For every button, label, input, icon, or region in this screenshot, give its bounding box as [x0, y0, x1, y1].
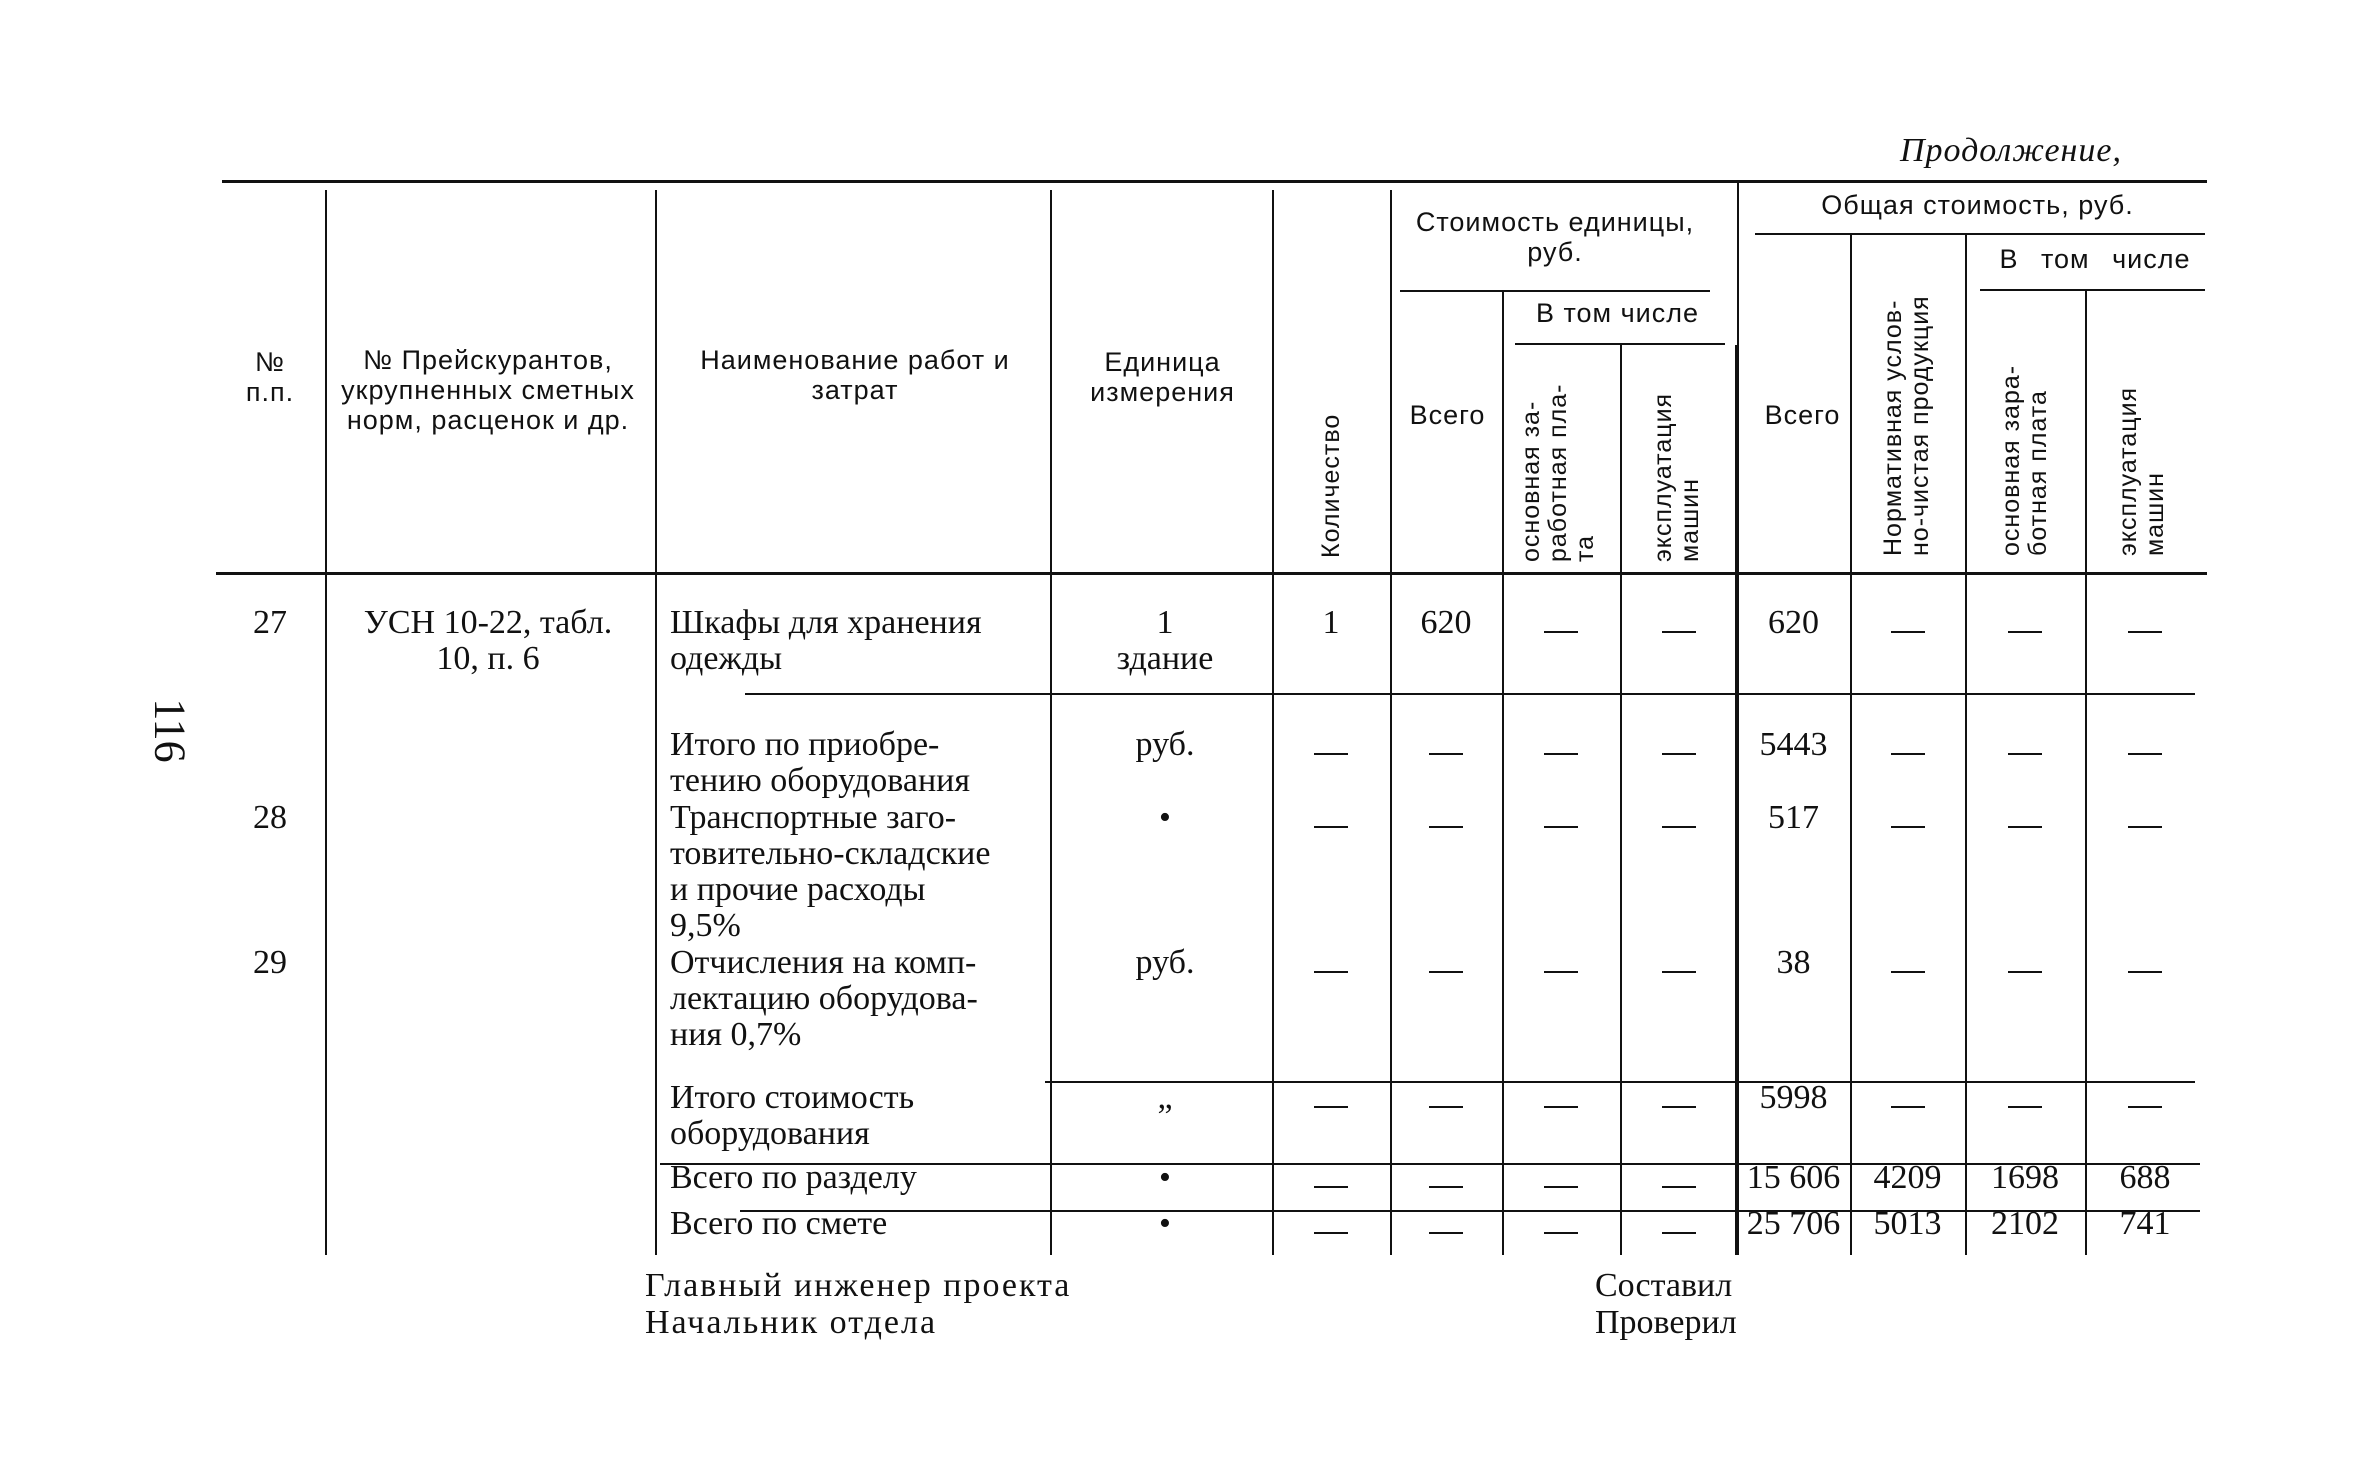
column-divider [1965, 233, 1967, 1255]
column-divider [1272, 190, 1274, 1255]
row-name: Транспортные заго- товительно-складские и прочие расходы 9,5% [670, 799, 991, 944]
dash-mark [2008, 631, 2042, 633]
dash-mark [1544, 826, 1578, 828]
header-unit-wage: основная за- работная пла- та [1517, 383, 1599, 562]
row-name: Итого по приобре- тению оборудования [670, 726, 970, 799]
row-t-total: 25 706 [1746, 1205, 1841, 1242]
row-name: Итого стоимость оборудования [670, 1079, 915, 1152]
dash-mark [1429, 1186, 1463, 1188]
row-unit: руб. [1135, 944, 1195, 981]
dash-mark [1662, 1232, 1696, 1234]
dash-mark [2128, 631, 2162, 633]
dash-mark [1891, 826, 1925, 828]
row-u-total: 620 [1420, 604, 1472, 641]
row-t-total: 15 606 [1746, 1159, 1841, 1196]
dash-mark [1314, 1106, 1348, 1108]
dash-mark [2128, 753, 2162, 755]
header-total-normative: Нормативная услов- но-чистая продукция [1879, 295, 1934, 556]
dash-mark [1662, 826, 1696, 828]
row-t-wage: 2102 [1991, 1205, 2059, 1242]
row-unit: 1 здание [1116, 604, 1214, 677]
dash-mark [1544, 631, 1578, 633]
dash-mark [1891, 753, 1925, 755]
column-divider [2085, 289, 2087, 1255]
checked-label: Проверил [1595, 1304, 1737, 1341]
header-unit-incl: В том числе [1535, 298, 1700, 328]
dash-mark [1891, 631, 1925, 633]
row-name: Всего по разделу [670, 1159, 917, 1196]
row-t-norm: 5013 [1873, 1205, 1942, 1242]
continuation-label: Продолжение, [1900, 132, 2123, 169]
header-total-mach: эксплуатация машин [2114, 386, 2169, 556]
row-number: 28 [253, 799, 287, 836]
header-pricelist: № Прейскурантов, укрупненных сметных норм, расценок и др. [341, 345, 635, 435]
dash-mark [1662, 631, 1696, 633]
dash-mark [1662, 971, 1696, 973]
row-reference: УСН 10-22, табл. 10, п. 6 [363, 604, 613, 677]
dept-head-label: Начальник отдела [645, 1304, 938, 1341]
compiled-label: Составил [1595, 1267, 1733, 1304]
dash-mark [2008, 826, 2042, 828]
header-unit: Единица измерения [1090, 347, 1235, 407]
header-total-all: Всего [1764, 400, 1841, 430]
column-divider [1390, 190, 1392, 1255]
row-name: Отчисления на комп- лектацию оборудова- ния 0,7% [670, 944, 978, 1053]
dash-mark [2128, 826, 2162, 828]
header-no: № п.п. [245, 347, 295, 407]
row-t-total: 517 [1768, 799, 1819, 836]
dash-mark [1429, 971, 1463, 973]
row-qty: 1 [1322, 604, 1340, 641]
total-cost-subrule [1755, 233, 2205, 235]
header-total-incl: В том числе [1999, 244, 2191, 274]
dash-mark [1662, 753, 1696, 755]
dash-mark [1544, 753, 1578, 755]
header-total-cost: Общая стоимость, руб. [1821, 190, 2134, 220]
unit-cost-subrule [1400, 290, 1710, 292]
row-unit: • [1159, 1205, 1171, 1242]
dash-mark [1544, 1106, 1578, 1108]
row-number: 27 [253, 604, 287, 641]
dash-mark [1429, 1232, 1463, 1234]
row-t-total: 620 [1768, 604, 1819, 641]
dash-mark [2008, 1106, 2042, 1108]
dash-mark [1544, 1186, 1578, 1188]
row-name: Всего по смете [670, 1205, 888, 1242]
row-unit: „ [1157, 1079, 1173, 1116]
row-unit: • [1159, 1159, 1171, 1196]
total-incl-subrule [1980, 289, 2205, 291]
row-t-mach: 741 [2119, 1205, 2171, 1242]
column-divider [1620, 345, 1622, 1255]
dash-mark [1314, 1232, 1348, 1234]
dash-mark [1891, 971, 1925, 973]
top-rule [222, 180, 2207, 183]
dash-mark [1314, 753, 1348, 755]
row-t-total: 5443 [1759, 726, 1828, 763]
header-unit-mach: эксплуатация машин [1649, 392, 1704, 562]
row-t-total: 5998 [1759, 1079, 1828, 1116]
row-unit: руб. [1135, 726, 1195, 763]
column-divider [1502, 290, 1504, 1255]
dash-mark [1544, 1232, 1578, 1234]
dash-mark [1662, 1186, 1696, 1188]
row-t-wage: 1698 [1991, 1159, 2059, 1196]
row-name: Шкафы для хранения одежды [670, 604, 982, 677]
dash-mark [2128, 1106, 2162, 1108]
dash-mark [2008, 753, 2042, 755]
header-name: Наименование работ и затрат [700, 345, 1010, 405]
header-unit-cost: Стоимость единицы, руб. [1415, 207, 1695, 267]
row-t-total: 38 [1776, 944, 1811, 981]
dash-mark [1314, 826, 1348, 828]
dash-mark [1429, 826, 1463, 828]
dash-mark [2008, 971, 2042, 973]
header-bottom-rule [216, 572, 2207, 575]
row-unit: • [1159, 799, 1171, 836]
column-divider [325, 190, 327, 1255]
row-number: 29 [253, 944, 287, 981]
dash-mark [1429, 1106, 1463, 1108]
dash-mark [1314, 971, 1348, 973]
column-divider [1850, 233, 1852, 1255]
dash-mark [1891, 1106, 1925, 1108]
dash-mark [1662, 1106, 1696, 1108]
header-total-wage: основная зара- ботная плата [1997, 364, 2052, 556]
header-qty: Количество [1317, 413, 1345, 558]
dash-mark [2128, 971, 2162, 973]
row-t-norm: 4209 [1873, 1159, 1942, 1196]
dash-mark [1314, 1186, 1348, 1188]
dash-mark [1544, 971, 1578, 973]
column-divider [655, 190, 657, 1255]
row-t-mach: 688 [2119, 1159, 2171, 1196]
header-unit-total: Всего [1409, 400, 1486, 430]
dash-mark [1429, 753, 1463, 755]
chief-engineer-label: Главный инженер проекта [645, 1267, 1072, 1304]
page-number: 116 [145, 698, 195, 763]
row27-rule [745, 693, 2195, 695]
